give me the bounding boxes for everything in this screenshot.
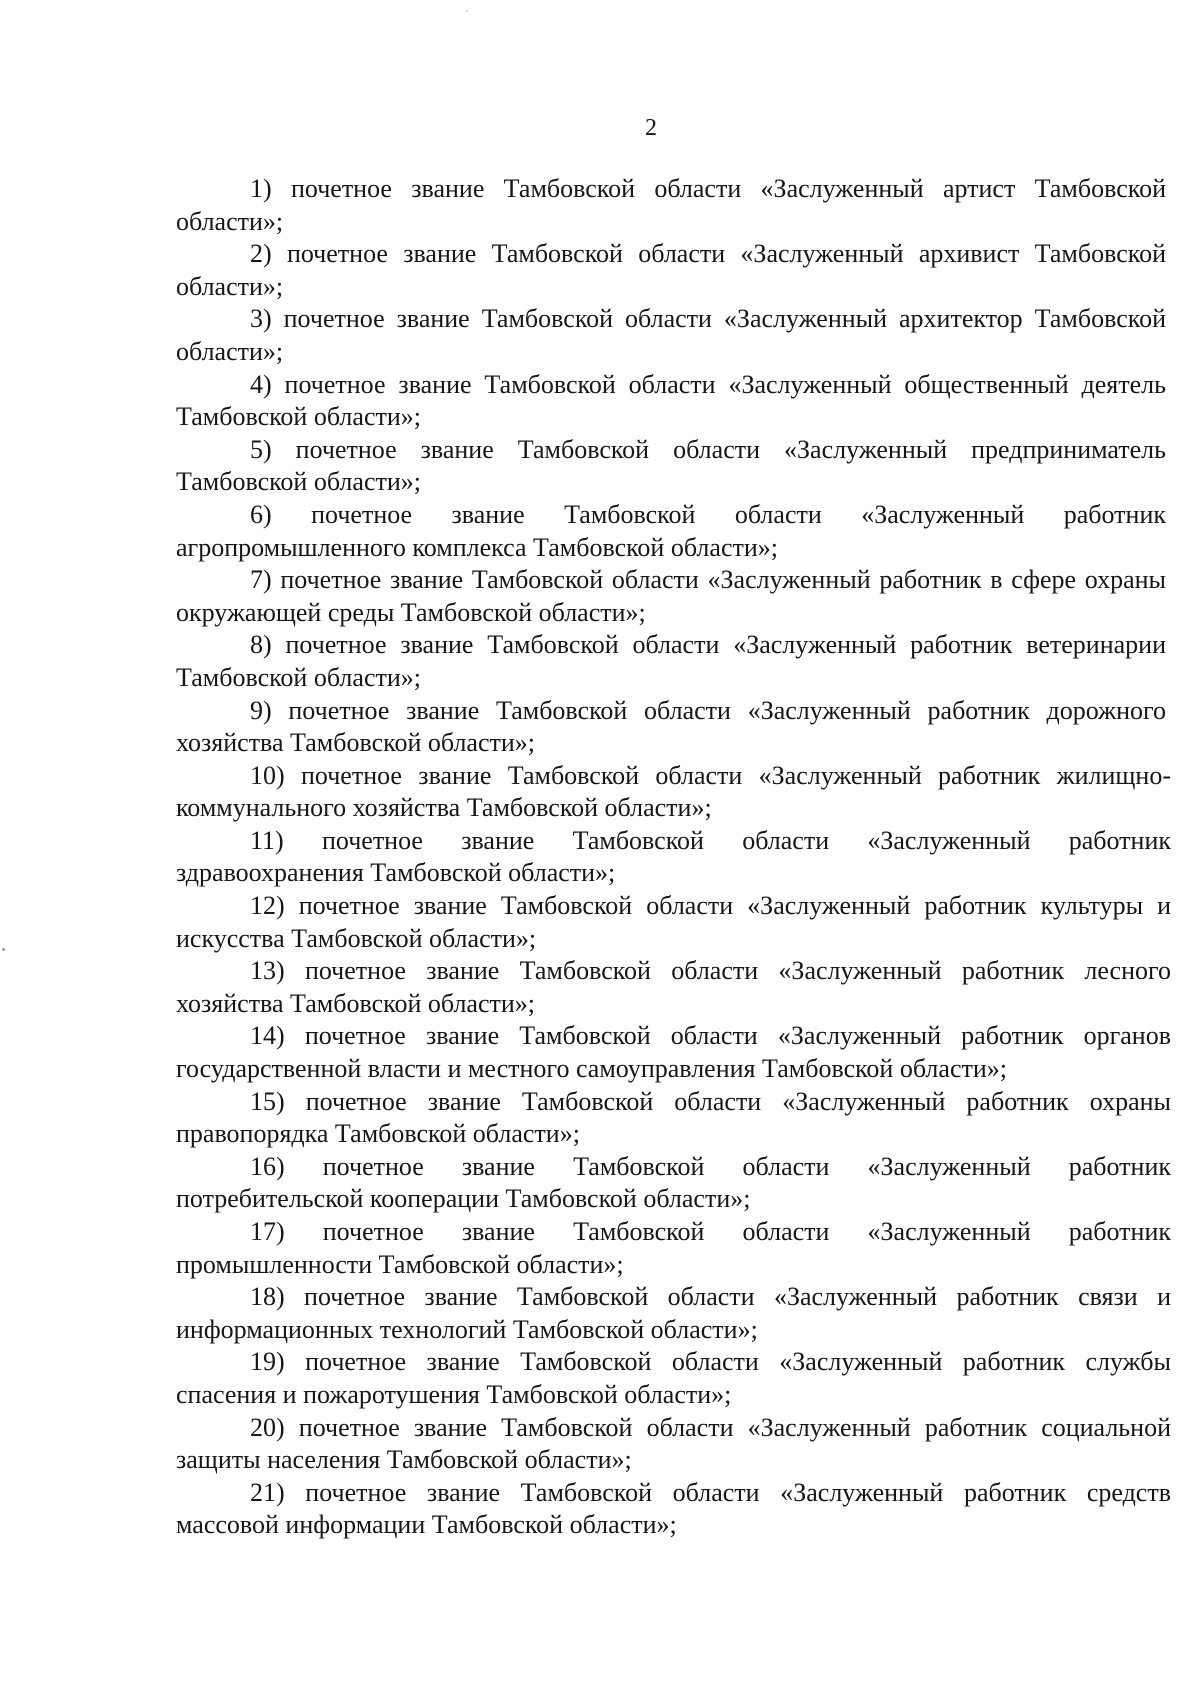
- list-item: 12) почетное звание Тамбовской области «Заслуженный работник культуры и искусства Тамбовской области»;: [176, 891, 1171, 953]
- list-item: 5) почетное звание Тамбовской области «Заслуженный предприниматель Тамбовской области»;: [176, 434, 1166, 497]
- list-item: 2) почетное звание Тамбовской области «Заслуженный архивист Тамбовской области»;: [176, 239, 1166, 301]
- list-item: 15) почетное звание Тамбовской области «Заслуженный работник охраны правопорядка Тамбовской области»;: [176, 1086, 1171, 1149]
- list-item: 1) почетное звание Тамбовской области «Заслуженный артист Тамбовской области»;: [176, 174, 1166, 236]
- list-item: 16) почетное звание Тамбовской области «Заслуженный работник потребительской кооперации Тамбовской области»;: [176, 1151, 1171, 1214]
- scan-speck: [466, 10, 468, 12]
- list-item: 9) почетное звание Тамбовской области «Заслуженный работник дорожного хозяйства Тамбовской области»;: [176, 695, 1166, 758]
- list-item: 6) почетное звание Тамбовской области «Заслуженный работник агропромышленного комплекса Тамбовской области»;: [176, 499, 1166, 562]
- list-item: 10) почетное звание Тамбовской области «Заслуженный работник жилищно-коммунального хозяйства Тамбовской области»;: [176, 760, 1171, 823]
- honorary-titles-list: [176, 173, 1171, 1542]
- list-item: 11) почетное звание Тамбовской области «Заслуженный работник здравоохранения Тамбовской области»;: [176, 825, 1171, 888]
- list-item: 4) почетное звание Тамбовской области «Заслуженный общественный деятель Тамбовской области»;: [176, 369, 1166, 432]
- page-number: 2: [645, 115, 657, 141]
- list-item: 19) почетное звание Тамбовской области «Заслуженный работник службы спасения и пожаротушения Тамбовской области»;: [176, 1347, 1171, 1409]
- list-item: 18) почетное звание Тамбовской области «Заслуженный работник связи и информационных технологий Тамбовской области»;: [176, 1282, 1171, 1344]
- list-item: 13) почетное звание Тамбовской области «Заслуженный работник лесного хозяйства Тамбовской области»;: [176, 956, 1171, 1018]
- list-item: 17) почетное звание Тамбовской области «Заслуженный работник промышленности Тамбовской области»;: [176, 1217, 1171, 1279]
- list-item: 14) почетное звание Тамбовской области «Заслуженный работник органов государственной власти и местного самоуправления Тамбовской области»;: [176, 1021, 1171, 1084]
- list-item: 20) почетное звание Тамбовской области «Заслуженный работник социальной защиты населения Тамбовской области»;: [176, 1412, 1171, 1475]
- list-item: 7) почетное звание Тамбовской области «Заслуженный работник в сфере охраны окружающей среды Тамбовской области»;: [176, 565, 1166, 627]
- list-item: 8) почетное звание Тамбовской области «Заслуженный работник ветеринарии Тамбовской области»;: [176, 630, 1166, 692]
- list-item: 3) почетное звание Тамбовской области «Заслуженный архитектор Тамбовской области»;: [176, 304, 1166, 366]
- scan-speck: [2, 948, 5, 951]
- list-item: 21) почетное звание Тамбовской области «Заслуженный работник средств массовой информации Тамбовской области»;: [176, 1477, 1171, 1540]
